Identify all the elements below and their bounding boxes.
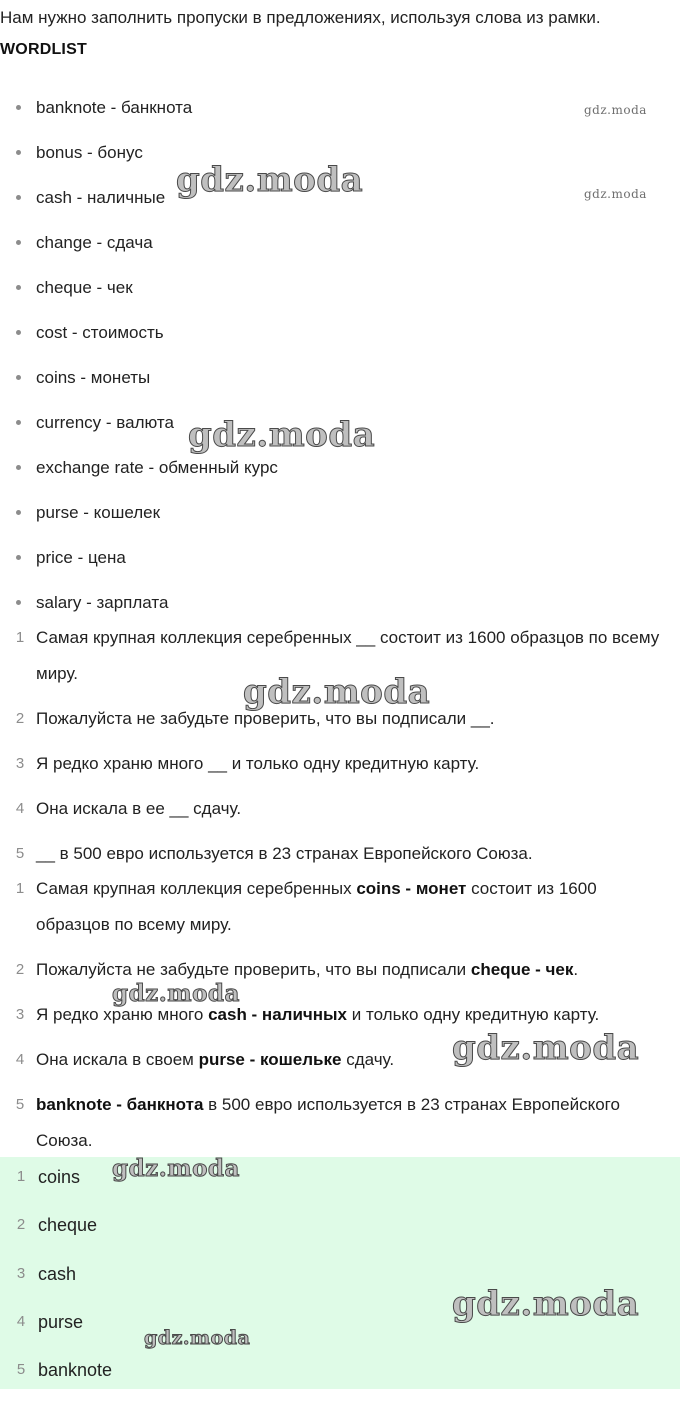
item-number: 5 bbox=[15, 845, 25, 862]
answer-item bbox=[0, 1159, 680, 1195]
item-number: 4 bbox=[16, 1313, 26, 1330]
gap-sentence-text: Она искала в ее __ сдачу. bbox=[36, 799, 242, 818]
wordlist-item-text: purse - кошелек bbox=[36, 503, 161, 522]
bullet-icon bbox=[16, 600, 21, 605]
bullet-icon bbox=[16, 240, 21, 245]
bullet-icon bbox=[16, 150, 21, 155]
watermark: gdz.moda bbox=[144, 1327, 251, 1349]
answer-highlight: coins - монет bbox=[356, 879, 467, 898]
wordlist-item-text: exchange rate - обменный курс bbox=[36, 458, 278, 477]
item-number: 5 bbox=[16, 1361, 26, 1378]
answer-highlight: banknote - банкнота bbox=[36, 1095, 204, 1114]
answer-item bbox=[0, 1207, 680, 1243]
sentence-part: Самая крупная коллекция серебренных bbox=[36, 879, 357, 898]
item-number: 1 bbox=[15, 629, 25, 646]
filled-sentence-text bbox=[36, 1042, 666, 1078]
bullet-icon bbox=[16, 195, 21, 200]
wordlist-item-text: banknote - банкнота bbox=[36, 98, 193, 117]
wordlist-item-text: price - цена bbox=[36, 548, 126, 567]
wordlist-item-text: cheque - чек bbox=[36, 278, 133, 297]
gap-sentence-text: Самая крупная коллекция серебренных __ состоит из 1600 образцов по всему миру. bbox=[36, 628, 660, 683]
answer-text: coins bbox=[38, 1167, 81, 1187]
sentence-part: и только одну кредитную карту. bbox=[347, 1005, 600, 1024]
watermark: gdz.moda bbox=[243, 672, 431, 712]
item-number: 3 bbox=[16, 1265, 26, 1282]
answer-highlight: cash - наличных bbox=[208, 1005, 348, 1024]
bullet-icon bbox=[16, 465, 21, 470]
item-number: 1 bbox=[15, 880, 25, 897]
filled-sentence-text bbox=[36, 997, 666, 1033]
bullet-icon bbox=[16, 330, 21, 335]
filled-sentence-text bbox=[36, 1087, 666, 1159]
intro-text: Нам нужно заполнить пропуски в предложениях, используя слова из рамки. bbox=[0, 8, 601, 27]
wordlist-item-text: currency - валюта bbox=[36, 413, 174, 432]
answer-item bbox=[0, 1352, 680, 1388]
filled-sentence-text bbox=[36, 871, 666, 943]
filled-sentence-text bbox=[36, 952, 666, 988]
wordlist-item-text: salary - зарплата bbox=[36, 593, 169, 612]
wordlist-item-text: cash - наличные bbox=[36, 188, 166, 207]
bullet-icon bbox=[16, 105, 21, 110]
item-number: 2 bbox=[15, 710, 25, 727]
item-number: 2 bbox=[15, 961, 25, 978]
answer-highlight: purse - кошельке bbox=[198, 1050, 342, 1069]
item-number: 2 bbox=[16, 1216, 26, 1233]
answer-text: purse bbox=[38, 1312, 84, 1332]
gap-sentence-text: Пожалуйста не забудьте проверить, что вы подписали __. bbox=[36, 709, 495, 728]
item-number: 4 bbox=[15, 800, 25, 817]
wordlist-heading: WORDLIST bbox=[0, 41, 87, 58]
watermark: gdz.moda bbox=[188, 415, 376, 455]
answers-panel bbox=[0, 1157, 680, 1389]
sentence-part: Пожалуйста не забудьте проверить, что вы подписали bbox=[36, 960, 471, 979]
watermark: gdz.moda bbox=[176, 160, 364, 200]
answer-text: cash bbox=[38, 1264, 77, 1284]
item-number: 1 bbox=[16, 1168, 26, 1185]
sentence-part: в 500 евро используется в 23 странах Европейского Союза. bbox=[36, 1095, 620, 1150]
watermark: gdz.moda bbox=[584, 187, 647, 201]
wordlist-item-text: cost - стоимость bbox=[36, 323, 164, 342]
item-number: 3 bbox=[15, 755, 25, 772]
watermark: gdz.moda bbox=[452, 1028, 640, 1068]
answer-item bbox=[0, 1304, 680, 1340]
item-number: 4 bbox=[15, 1051, 25, 1068]
sentence-part: . bbox=[573, 960, 579, 979]
watermark: gdz.moda bbox=[112, 1155, 240, 1182]
answer-text: banknote bbox=[38, 1360, 113, 1380]
sentence-part: сдачу. bbox=[341, 1050, 395, 1069]
gap-sentence-text: __ в 500 евро используется в 23 странах Европейского Союза. bbox=[36, 844, 533, 863]
wordlist-item-text: bonus - бонус bbox=[36, 143, 143, 162]
watermark: gdz.moda bbox=[584, 103, 647, 117]
answer-text: cheque bbox=[38, 1215, 98, 1235]
bullet-icon bbox=[16, 555, 21, 560]
watermark: gdz.moda bbox=[112, 980, 240, 1007]
sentence-part: Она искала в своем bbox=[36, 1050, 199, 1069]
answer-highlight: cheque - чек bbox=[470, 960, 574, 979]
item-number: 5 bbox=[15, 1096, 25, 1113]
gap-sentence-text: Я редко храню много __ и только одну кредитную карту. bbox=[36, 754, 480, 773]
bullet-icon bbox=[16, 510, 21, 515]
wordlist-item-text: change - сдача bbox=[36, 233, 153, 252]
bullet-icon bbox=[16, 375, 21, 380]
bullet-icon bbox=[16, 420, 21, 425]
sentence-part: Я редко храню много bbox=[36, 1005, 209, 1024]
item-number: 3 bbox=[15, 1006, 25, 1023]
bullet-icon bbox=[16, 285, 21, 290]
sentence-part: состоит из 1600 образцов по всему миру. bbox=[36, 879, 597, 934]
wordlist-item-text: coins - монеты bbox=[36, 368, 151, 387]
answer-item bbox=[0, 1256, 680, 1292]
watermark: gdz.moda bbox=[452, 1284, 640, 1324]
